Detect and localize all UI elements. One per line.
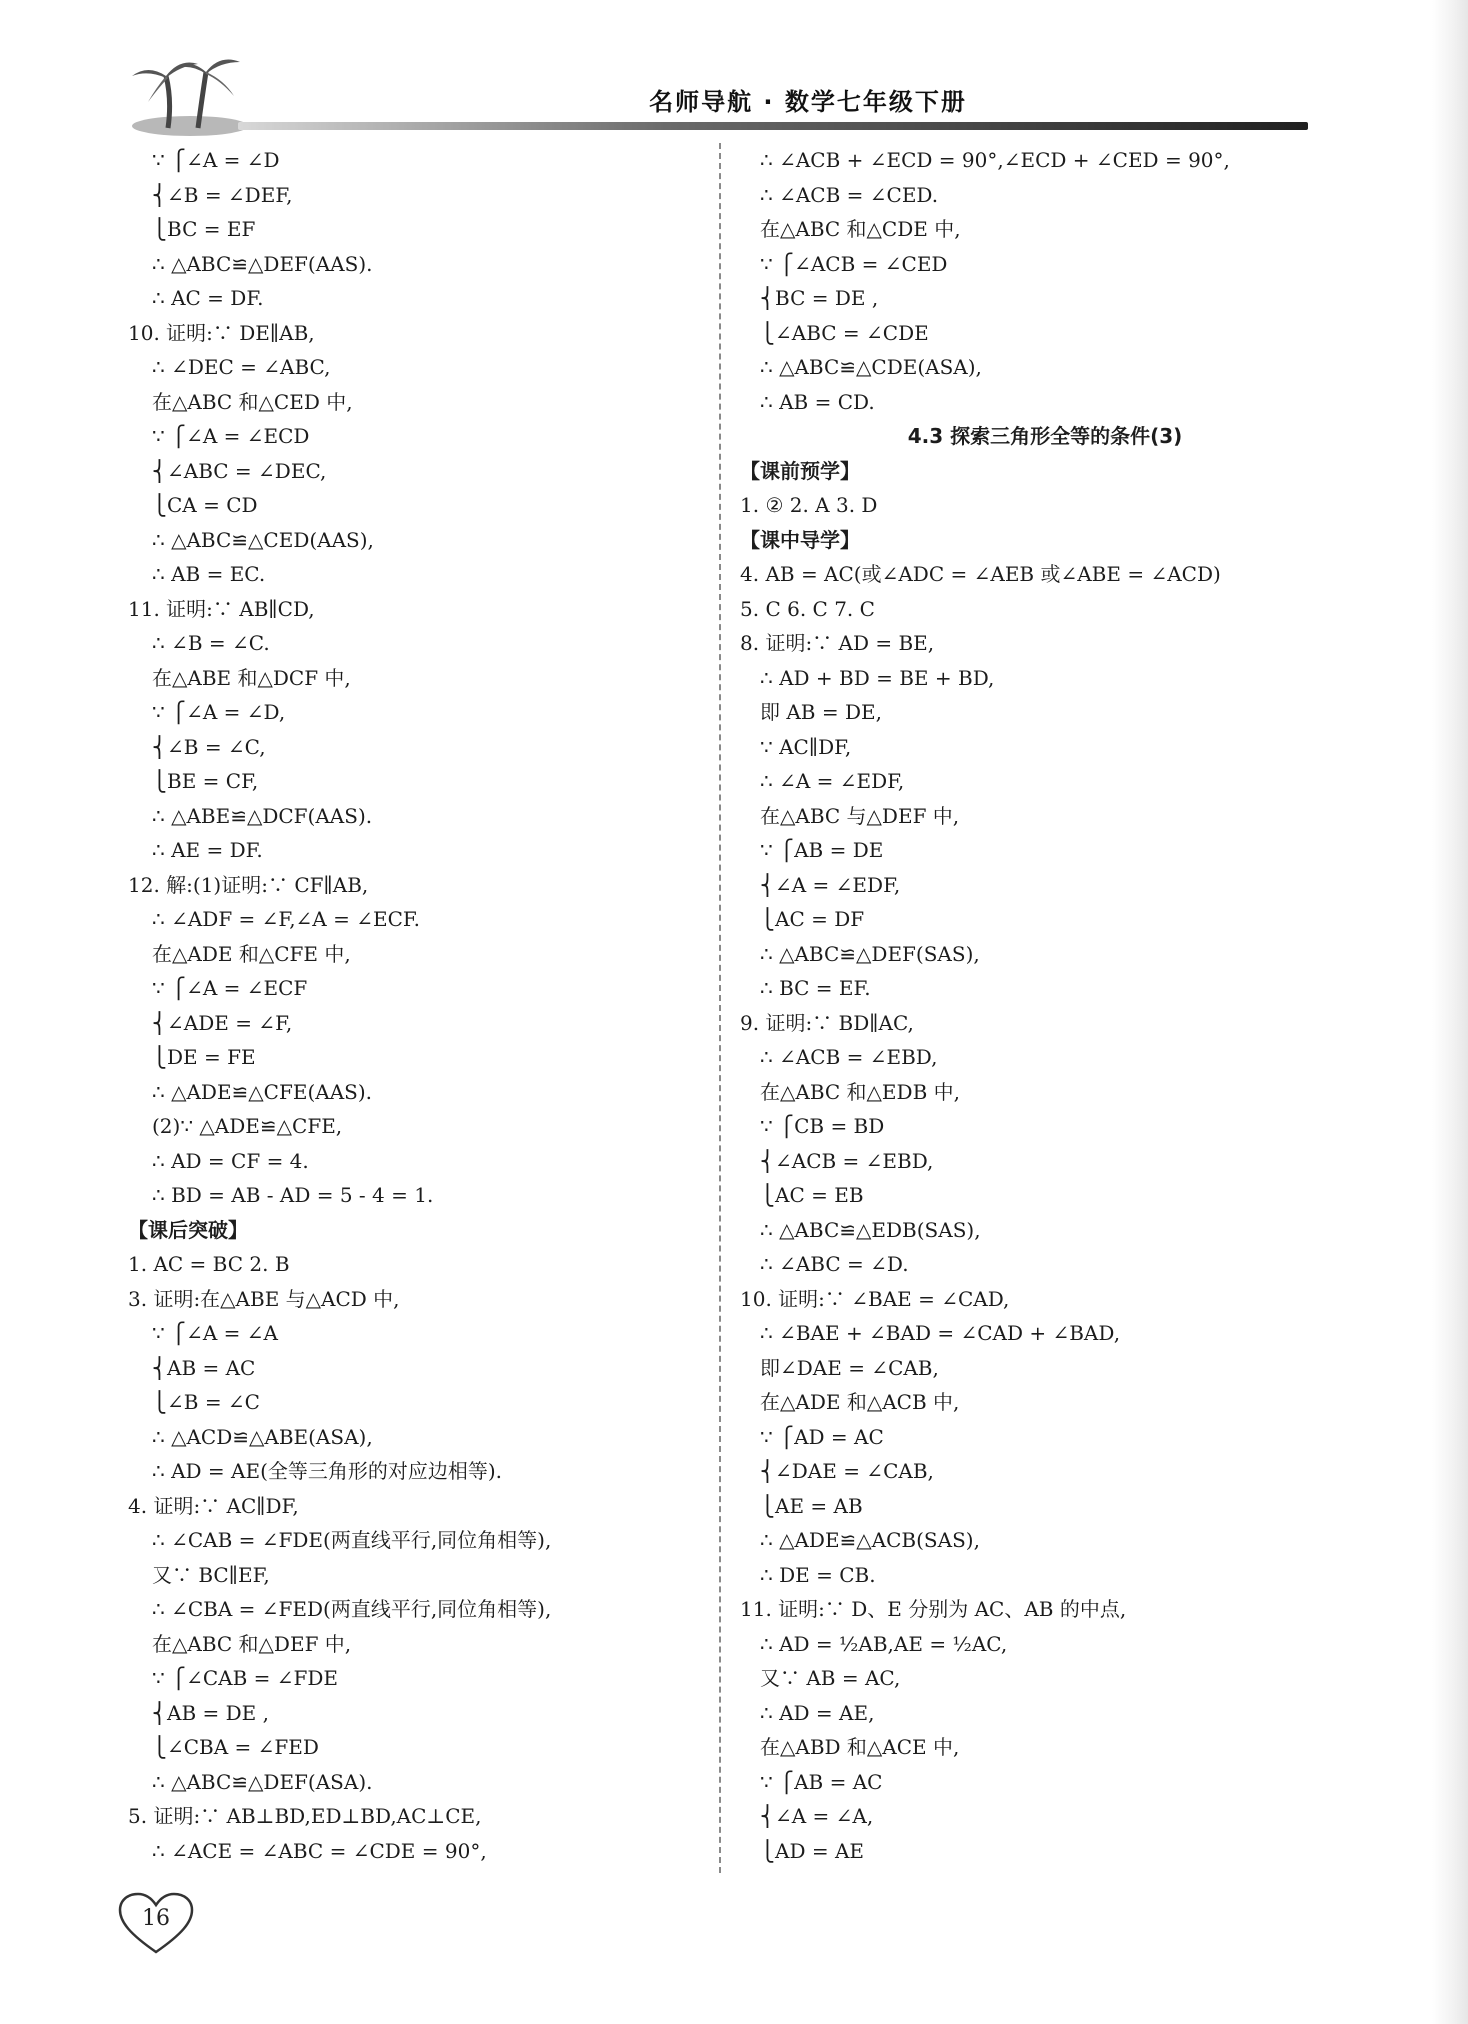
left-column-line: 在△ABE 和△DCF 中, bbox=[152, 665, 351, 690]
page-edge-shadow bbox=[1432, 0, 1468, 2024]
page-header bbox=[128, 50, 1308, 138]
left-column-line: 在△ADE 和△CFE 中, bbox=[152, 941, 351, 966]
left-column-line: ⎩BC = EF bbox=[152, 217, 256, 241]
right-column-line: 在△ABC 与△DEF 中, bbox=[760, 803, 960, 828]
left-column-line: ∴ AD = CF = 4. bbox=[152, 1148, 309, 1173]
right-column-line: ∴ △ABC≌△CDE(ASA), bbox=[760, 355, 982, 379]
left-column-line: ∵ ⎧∠A = ∠D, bbox=[152, 700, 286, 724]
left-column-line: ∴ ∠ACE = ∠ABC = ∠CDE = 90°, bbox=[152, 1838, 487, 1863]
right-column-line: 【课中导学】 bbox=[740, 527, 860, 552]
right-column-line: ∴ ∠BAE + ∠BAD = ∠CAD + ∠BAD, bbox=[760, 1321, 1121, 1345]
right-column-line: ∴ △ABC≌△DEF(SAS), bbox=[760, 941, 980, 966]
left-column-line: ∴ ∠B = ∠C. bbox=[152, 631, 270, 655]
right-column-line: ⎩AC = EB bbox=[760, 1183, 864, 1207]
right-column-line: ∴ AB = CD. bbox=[760, 389, 875, 414]
right-column-line: 4.3 探索三角形全等的条件(3) bbox=[907, 424, 1183, 448]
right-column-line: ∴ ∠ACB + ∠ECD = 90°,∠ECD + ∠CED = 90°, bbox=[760, 148, 1230, 172]
left-column-line: ∵ ⎧∠A = ∠A bbox=[152, 1321, 278, 1345]
right-column-line: ∴ BC = EF. bbox=[760, 976, 871, 1000]
left-column-line: ⎨AB = DE , bbox=[152, 1700, 269, 1725]
right-column-line: ⎩AE = AB bbox=[760, 1493, 863, 1518]
right-column-line: ∴ ∠A = ∠EDF, bbox=[760, 769, 905, 793]
left-column-line: 4. 证明:∵ AC∥DF, bbox=[128, 1493, 299, 1518]
right-column-line: ⎩AD = AE bbox=[760, 1838, 864, 1863]
left-column-line: ∴ AE = DF. bbox=[152, 838, 263, 862]
right-column-line: 即 AB = DE, bbox=[760, 700, 882, 724]
left-column-line: ∴ BD = AB - AD = 5 - 4 = 1. bbox=[152, 1183, 434, 1207]
left-column-line: 5. 证明:∵ AB⊥BD,ED⊥BD,AC⊥CE, bbox=[128, 1804, 482, 1828]
left-column-line: 3. 证明:在△ABE 与△ACD 中, bbox=[128, 1286, 400, 1311]
right-column-line: ∵ ⎧AD = AC bbox=[760, 1424, 884, 1449]
right-column-line: 11. 证明:∵ D、E 分别为 AC、AB 的中点, bbox=[740, 1597, 1127, 1621]
left-column bbox=[128, 143, 708, 1868]
right-column-line: 1. ② 2. A 3. D bbox=[740, 493, 878, 517]
left-column-line: ∴ AB = EC. bbox=[152, 562, 266, 586]
right-column-line: 又∵ AB = AC, bbox=[760, 1666, 901, 1690]
left-column-line: ∴ △ABC≌△DEF(AAS). bbox=[152, 251, 373, 276]
left-column-line: ∴ AC = DF. bbox=[152, 286, 264, 310]
left-column-line: ∴ ∠ADF = ∠F,∠A = ∠ECF. bbox=[152, 907, 420, 931]
right-column-line: ∴ AD + BD = BE + BD, bbox=[760, 665, 995, 690]
left-column-line: 1. AC = BC 2. B bbox=[128, 1252, 290, 1276]
left-column-line: 10. 证明:∵ DE∥AB, bbox=[128, 320, 315, 345]
left-column-line: ∴ ∠CAB = ∠FDE(两直线平行,同位角相等), bbox=[152, 1528, 552, 1552]
left-column-line: 【课后突破】 bbox=[128, 1217, 248, 1242]
right-column-line: 10. 证明:∵ ∠BAE = ∠CAD, bbox=[740, 1286, 1010, 1311]
left-column-line: ⎩CA = CD bbox=[152, 493, 258, 517]
right-column-line: ∴ △ADE≌△ACB(SAS), bbox=[760, 1528, 980, 1552]
right-column-line: 9. 证明:∵ BD∥AC, bbox=[740, 1010, 914, 1035]
left-column-line: ⎩∠B = ∠C bbox=[152, 1390, 260, 1414]
right-column-line: ∴ △ABC≌△EDB(SAS), bbox=[760, 1217, 981, 1242]
right-column-line: ∵ AC∥DF, bbox=[760, 734, 852, 759]
left-column-line: ∵ ⎧∠A = ∠ECD bbox=[152, 424, 310, 448]
right-column-line: ∴ AD = AE, bbox=[760, 1700, 875, 1725]
right-column-line: 在△ABC 和△CDE 中, bbox=[760, 217, 961, 241]
right-column-line: ⎩∠ABC = ∠CDE bbox=[760, 320, 929, 345]
right-column-line: ∵ ⎧AB = DE bbox=[760, 838, 884, 862]
right-column-line: ⎨∠DAE = ∠CAB, bbox=[760, 1459, 934, 1483]
right-column-line: 在△ABC 和△EDB 中, bbox=[760, 1079, 960, 1104]
right-column-line: ⎩AC = DF bbox=[760, 907, 865, 931]
header-title: 名师导航 · 数学七年级下册 bbox=[649, 88, 967, 116]
left-column-line: ⎨AB = AC bbox=[152, 1355, 256, 1380]
left-column-line: 在△ABC 和△CED 中, bbox=[152, 389, 353, 414]
left-column-line: (2)∵ △ADE≌△CFE, bbox=[152, 1114, 343, 1138]
right-column-line: ∵ ⎧AB = AC bbox=[760, 1769, 883, 1794]
right-column-line: 5. C 6. C 7. C bbox=[740, 596, 875, 621]
right-column-line: 即∠DAE = ∠CAB, bbox=[760, 1355, 939, 1380]
left-column-line: ∴ ∠DEC = ∠ABC, bbox=[152, 355, 331, 379]
right-column-line: ∴ ∠ACB = ∠CED. bbox=[760, 182, 939, 207]
left-column-line: 又∵ BC∥EF, bbox=[152, 1562, 270, 1587]
page-number: 16 bbox=[142, 1906, 170, 1931]
right-column-line: 8. 证明:∵ AD = BE, bbox=[740, 631, 935, 655]
left-column-line: ∴ △ABC≌△CED(AAS), bbox=[152, 527, 374, 552]
left-column-line: ∴ ∠CBA = ∠FED(两直线平行,同位角相等), bbox=[152, 1597, 552, 1621]
right-column-line: ∵ ⎧CB = BD bbox=[760, 1114, 885, 1138]
right-column-line: ∴ ∠ACB = ∠EBD, bbox=[760, 1045, 938, 1069]
right-column-line: ⎨∠A = ∠EDF, bbox=[760, 872, 901, 897]
page-number-badge bbox=[116, 1892, 196, 1956]
right-column-line: 在△ADE 和△ACB 中, bbox=[760, 1390, 960, 1414]
right-column-line: 在△ABD 和△ACE 中, bbox=[760, 1735, 960, 1759]
left-column-line: 在△ABC 和△DEF 中, bbox=[152, 1631, 352, 1656]
right-column-line: 4. AB = AC(或∠ADC = ∠AEB 或∠ABE = ∠ACD) bbox=[740, 562, 1221, 586]
left-column-line: ⎩BE = CF, bbox=[152, 769, 259, 793]
right-column-line: ⎨BC = DE , bbox=[760, 286, 879, 310]
header-rule bbox=[238, 122, 1308, 130]
left-column-line: ∴ AD = AE(全等三角形的对应边相等). bbox=[152, 1459, 503, 1483]
right-column-line: ∴ ∠ABC = ∠D. bbox=[760, 1252, 909, 1276]
left-column-line: ⎨∠B = ∠DEF, bbox=[152, 182, 293, 207]
left-column-line: 11. 证明:∵ AB∥CD, bbox=[128, 596, 315, 621]
column-divider bbox=[719, 143, 721, 1873]
right-column-line: ⎨∠ACB = ∠EBD, bbox=[760, 1148, 934, 1173]
right-column-line: ∴ AD = ½AB,AE = ½AC, bbox=[760, 1631, 1008, 1656]
left-column-line: ⎩∠CBA = ∠FED bbox=[152, 1735, 319, 1759]
left-column-line: ∵ ⎧∠A = ∠D bbox=[152, 148, 280, 172]
left-column-line: ∴ △ABE≌△DCF(AAS). bbox=[152, 803, 373, 828]
left-column-line: ∵ ⎧∠CAB = ∠FDE bbox=[152, 1666, 339, 1690]
left-column-line: ⎩DE = FE bbox=[152, 1045, 256, 1069]
left-column-line: ⎨∠ADE = ∠F, bbox=[152, 1010, 293, 1035]
left-column-line: ∴ △ACD≌△ABE(ASA), bbox=[152, 1424, 373, 1449]
left-column-line: ∴ △ABC≌△DEF(ASA). bbox=[152, 1769, 373, 1794]
left-column-line: ⎨∠ABC = ∠DEC, bbox=[152, 458, 327, 483]
right-column-line: ∵ ⎧∠ACB = ∠CED bbox=[760, 251, 948, 276]
right-column-line: 【课前预学】 bbox=[740, 458, 860, 483]
left-column-line: ∵ ⎧∠A = ∠ECF bbox=[152, 976, 308, 1000]
right-column-line: ⎨∠A = ∠A, bbox=[760, 1804, 874, 1828]
left-column-line: 12. 解:(1)证明:∵ CF∥AB, bbox=[128, 872, 369, 897]
left-column-line: ⎨∠B = ∠C, bbox=[152, 734, 266, 759]
right-column-line: ∴ DE = CB. bbox=[760, 1562, 876, 1587]
right-column bbox=[740, 143, 1350, 1868]
left-column-line: ∴ △ADE≌△CFE(AAS). bbox=[152, 1079, 373, 1104]
